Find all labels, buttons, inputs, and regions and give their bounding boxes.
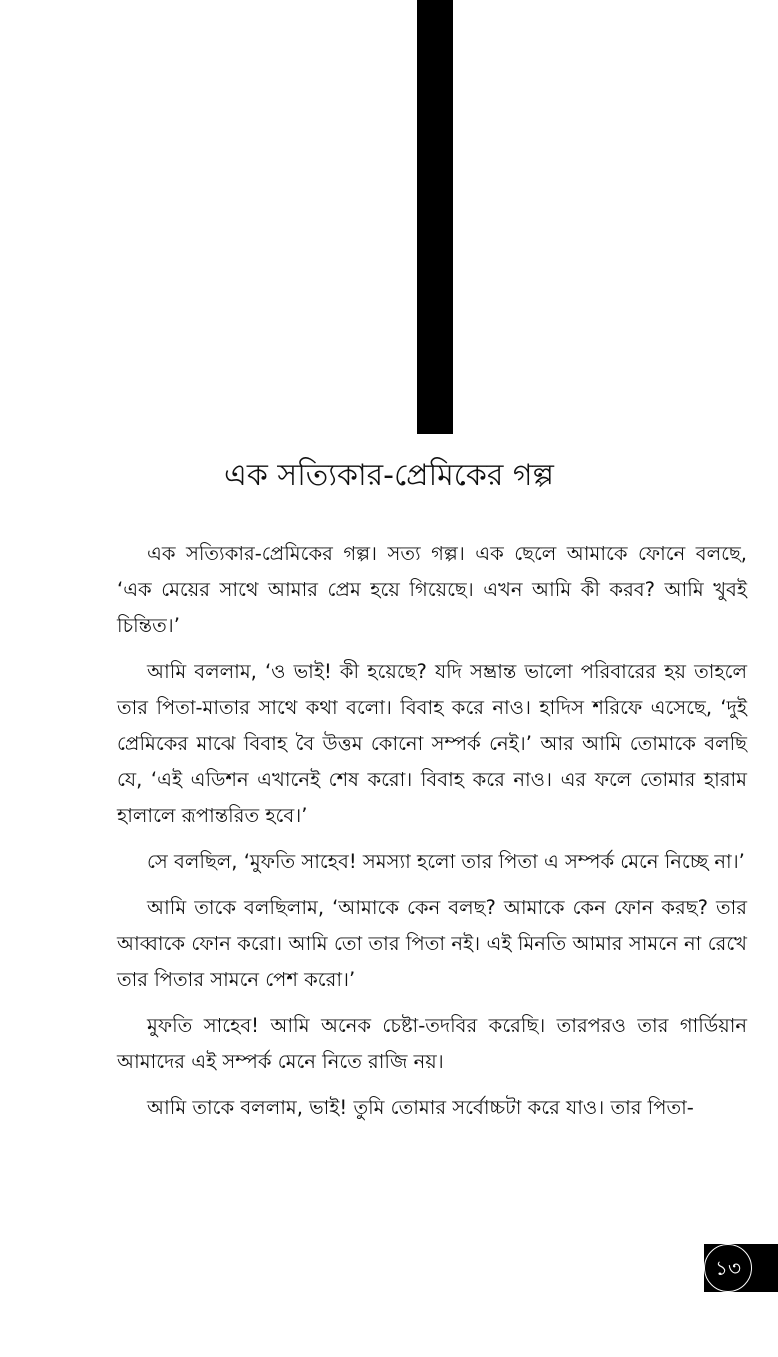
paragraph-3: সে বলছিল, ‘মুফতি সাহেব! সমস্যা হলো তার পিতা এ সম্পর্ক মেনে নিচ্ছে না।’ bbox=[147, 850, 745, 873]
paragraph-1: এক সত্যিকার-প্রেমিকের গল্প। সত্য গল্প। এক ছেলে আমাকে ফোনে বলছে, ‘এক মেয়ের সাথে আমার প্রেম হয়ে গিয়েছে। এখন আমি কী করব? আমি খুবই চিন্তিত।’ bbox=[117, 542, 747, 637]
page-number: ১৩ bbox=[704, 1244, 752, 1292]
paragraph-2: আমি বললাম, ‘ও ভাই! কী হয়েছে? যদি সম্ভ্রান্ত ভালো পরিবারের হয় তাহলে তার পিতা-মাতার সাথে কথা বলো। বিবাহ করে নাও। হাদিস শরিফে এসেছে, ‘দুই প্রেমিকের মাঝে বিবাহ বৈ উত্তম কোনো সম্পর্ক নেই।’ আর আমি তোমাকে বলছি যে, ‘এই এডিশন এখানেই শেষ করো। বিবাহ করে নাও। এর ফলে তোমার হারাম হালালে রূপান্তরিত হবে।’ bbox=[117, 660, 747, 827]
chapter-title: এক সত্যিকার-প্রেমিকের গল্প bbox=[224, 458, 554, 493]
paragraph-6: আমি তাকে বললাম, ভাই! তুমি তোমার সর্বোচ্চটা করে যাও। তার পিতা- bbox=[147, 1096, 694, 1119]
body-text bbox=[117, 536, 747, 1136]
paragraph-5: মুফতি সাহেব! আমি অনেক চেষ্টা-তদবির করেছি। তারপরও তার গার্ডিয়ান আমাদের এই সম্পর্ক মেনে নিতে রাজি নয়। bbox=[117, 1014, 747, 1073]
page-number-tab bbox=[704, 1244, 778, 1292]
paragraph-4: আমি তাকে বলছিলাম, ‘আমাকে কেন বলছ? আমাকে কেন ফোন করছ? তার আব্বাকে ফোন করো। আমি তো তার পিতা নই। এই মিনতি আমার সামনে না রেখে তার পিতার সামনে পেশ করো।’ bbox=[117, 896, 747, 991]
decorative-vertical-bar bbox=[417, 0, 453, 434]
